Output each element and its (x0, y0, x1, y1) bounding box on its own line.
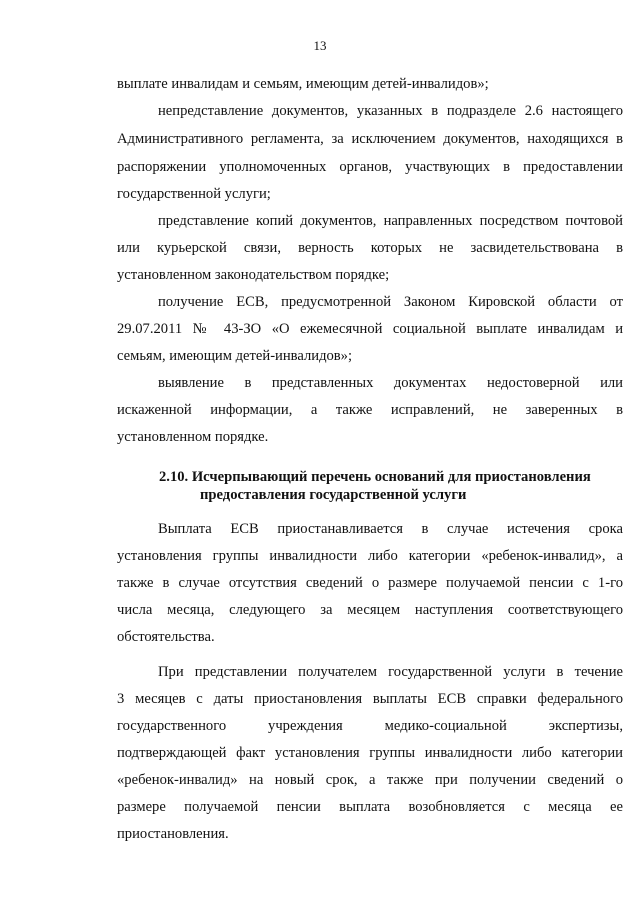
text-line: семьям, имеющим детей-инвалидов»; (117, 348, 353, 364)
text-line: Административного регламента, за исключением документов, находящихся в (117, 131, 623, 147)
text-line: При представлении получателем государственной услуги в течение (158, 664, 623, 680)
page-number: 13 (313, 38, 327, 53)
text-line: выявление в представленных документах недостоверной или (158, 375, 623, 391)
text-line: приостановления. (117, 826, 229, 842)
text-line: государственной услуги; (117, 186, 271, 202)
text-line: подтверждающей факт установления группы инвалидности либо категории (117, 745, 623, 761)
text-line: также в случае отсутствия сведений о размере получаемой пенсии с 1-го (117, 575, 623, 591)
text-line: числа месяца, следующего за месяцем наступления соответствующего (117, 602, 623, 618)
text-line: установления группы инвалидности либо категории «ребенок-инвалид», а (117, 548, 623, 564)
text-line: установленном законодательством порядке; (117, 267, 390, 283)
text-line: 3 месяцев с даты приостановления выплаты ЕСВ справки федерального (117, 691, 623, 707)
text-line: или курьерской связи, верность которых не засвидетельствована в (117, 240, 623, 256)
text-line: выплате инвалидам и семьям, имеющим детей-инвалидов»; (117, 76, 489, 92)
text-line: 29.07.2011 № 43-ЗО «О ежемесячной социальной выплате инвалидам и (117, 321, 623, 337)
text-line: Выплата ЕСВ приостанавливается в случае истечения срока (158, 521, 623, 537)
section-heading: 2.10. Исчерпывающий перечень оснований для приостановления (159, 469, 591, 485)
text-line: представление копий документов, направленных посредством почтовой (158, 213, 623, 229)
text-line: установленном порядке. (117, 429, 269, 445)
text-line: размере получаемой пенсии выплата возобновляется с месяца ее (117, 799, 623, 815)
text-line: получение ЕСВ, предусмотренной Законом Кировской области от (158, 294, 623, 310)
text-line: распоряжении уполномоченных органов, участвующих в предоставлении (117, 159, 623, 175)
text-line: государственного учреждения медико-социальной экспертизы, (117, 718, 623, 734)
text-line: обстоятельства. (117, 629, 215, 645)
text-line: «ребенок-инвалид» на новый срок, а также при получении сведений о (117, 772, 623, 788)
text-line: непредставление документов, указанных в подразделе 2.6 настоящего (158, 103, 623, 119)
text-line: искаженной информации, а также исправлений, не заверенных в (117, 402, 623, 418)
section-heading: предоставления государственной услуги (200, 487, 467, 503)
